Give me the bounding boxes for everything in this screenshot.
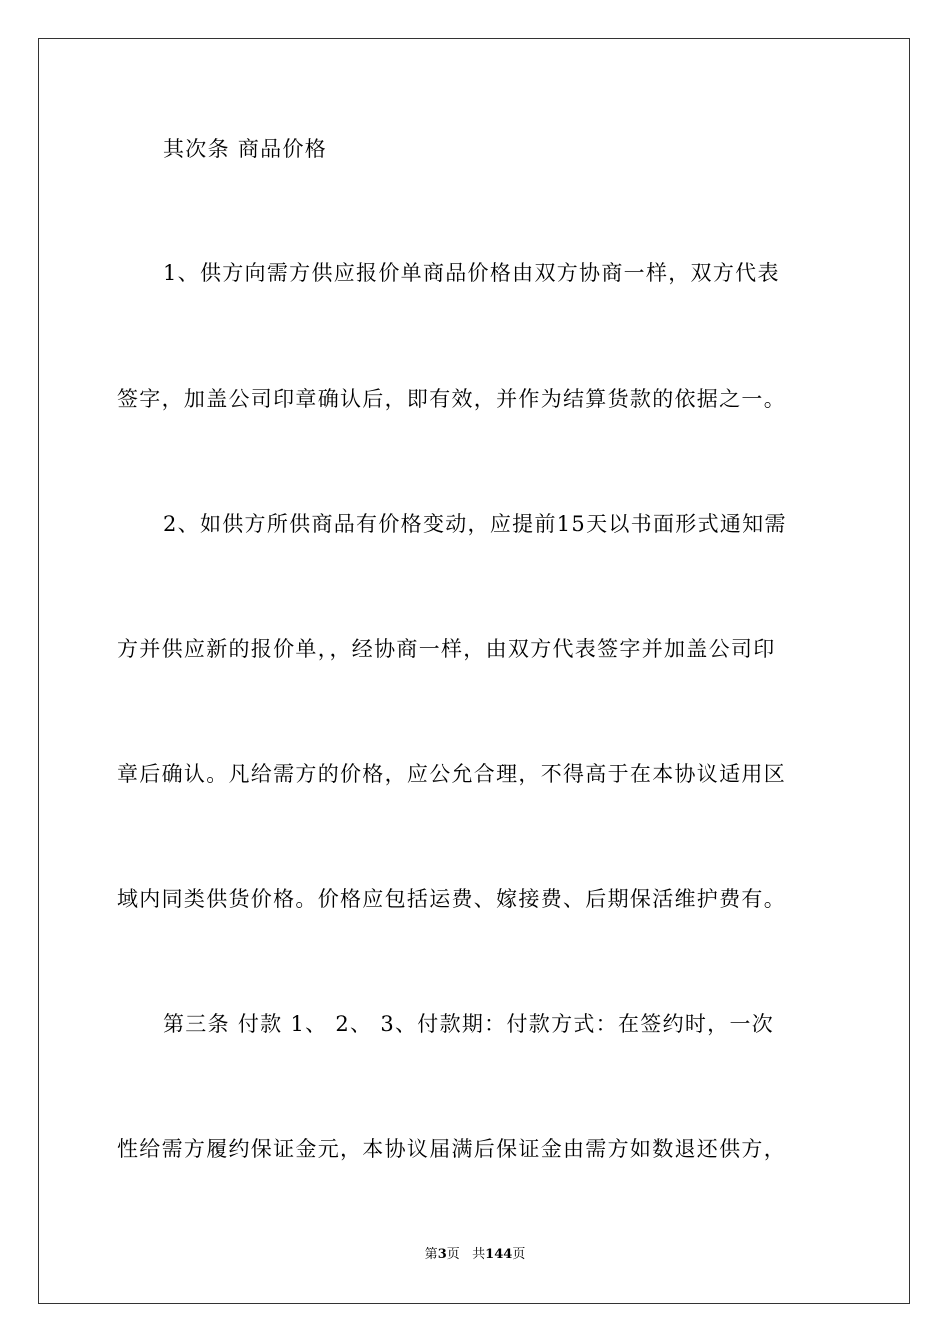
page-prefix: 第 — [424, 1247, 438, 1262]
paragraph-line: 签字，加盖公司印章确认后，即有效，并作为结算货款的依据之一。 — [117, 387, 786, 411]
total-prefix: 共 — [472, 1247, 486, 1262]
page-footer — [0, 1245, 950, 1265]
paragraph-line: 章后确认。凡给需方的价格，应公允合理，不得高于在本协议适用区 — [117, 762, 786, 786]
section-heading: 其次条 商品价格 — [163, 137, 328, 161]
page-border — [38, 38, 910, 1304]
page-suffix: 页 — [446, 1247, 460, 1262]
paragraph-line: 2、如供方所供商品有价格变动，应提前15天以书面形式通知需 — [163, 512, 787, 536]
paragraph-line: 方并供应新的报价单，，经协商一样，由双方代表签字并加盖公司印 — [117, 637, 776, 661]
paragraph-line: 性给需方履约保证金元，本协议届满后保证金由需方如数退还供方， — [117, 1137, 786, 1161]
page-number: 3 — [437, 1247, 447, 1262]
paragraph-line: 1、供方向需方供应报价单商品价格由双方协商一样，双方代表 — [163, 261, 780, 285]
paragraph-line: 第三条 付款 1、 2、 3、付款期：付款方式：在签约时，一次 — [163, 1012, 775, 1036]
total-pages: 144 — [485, 1247, 513, 1262]
total-suffix: 页 — [512, 1247, 526, 1262]
paragraph-line: 域内同类供货价格。价格应包括运费、嫁接费、后期保活维护费有。 — [117, 887, 786, 911]
